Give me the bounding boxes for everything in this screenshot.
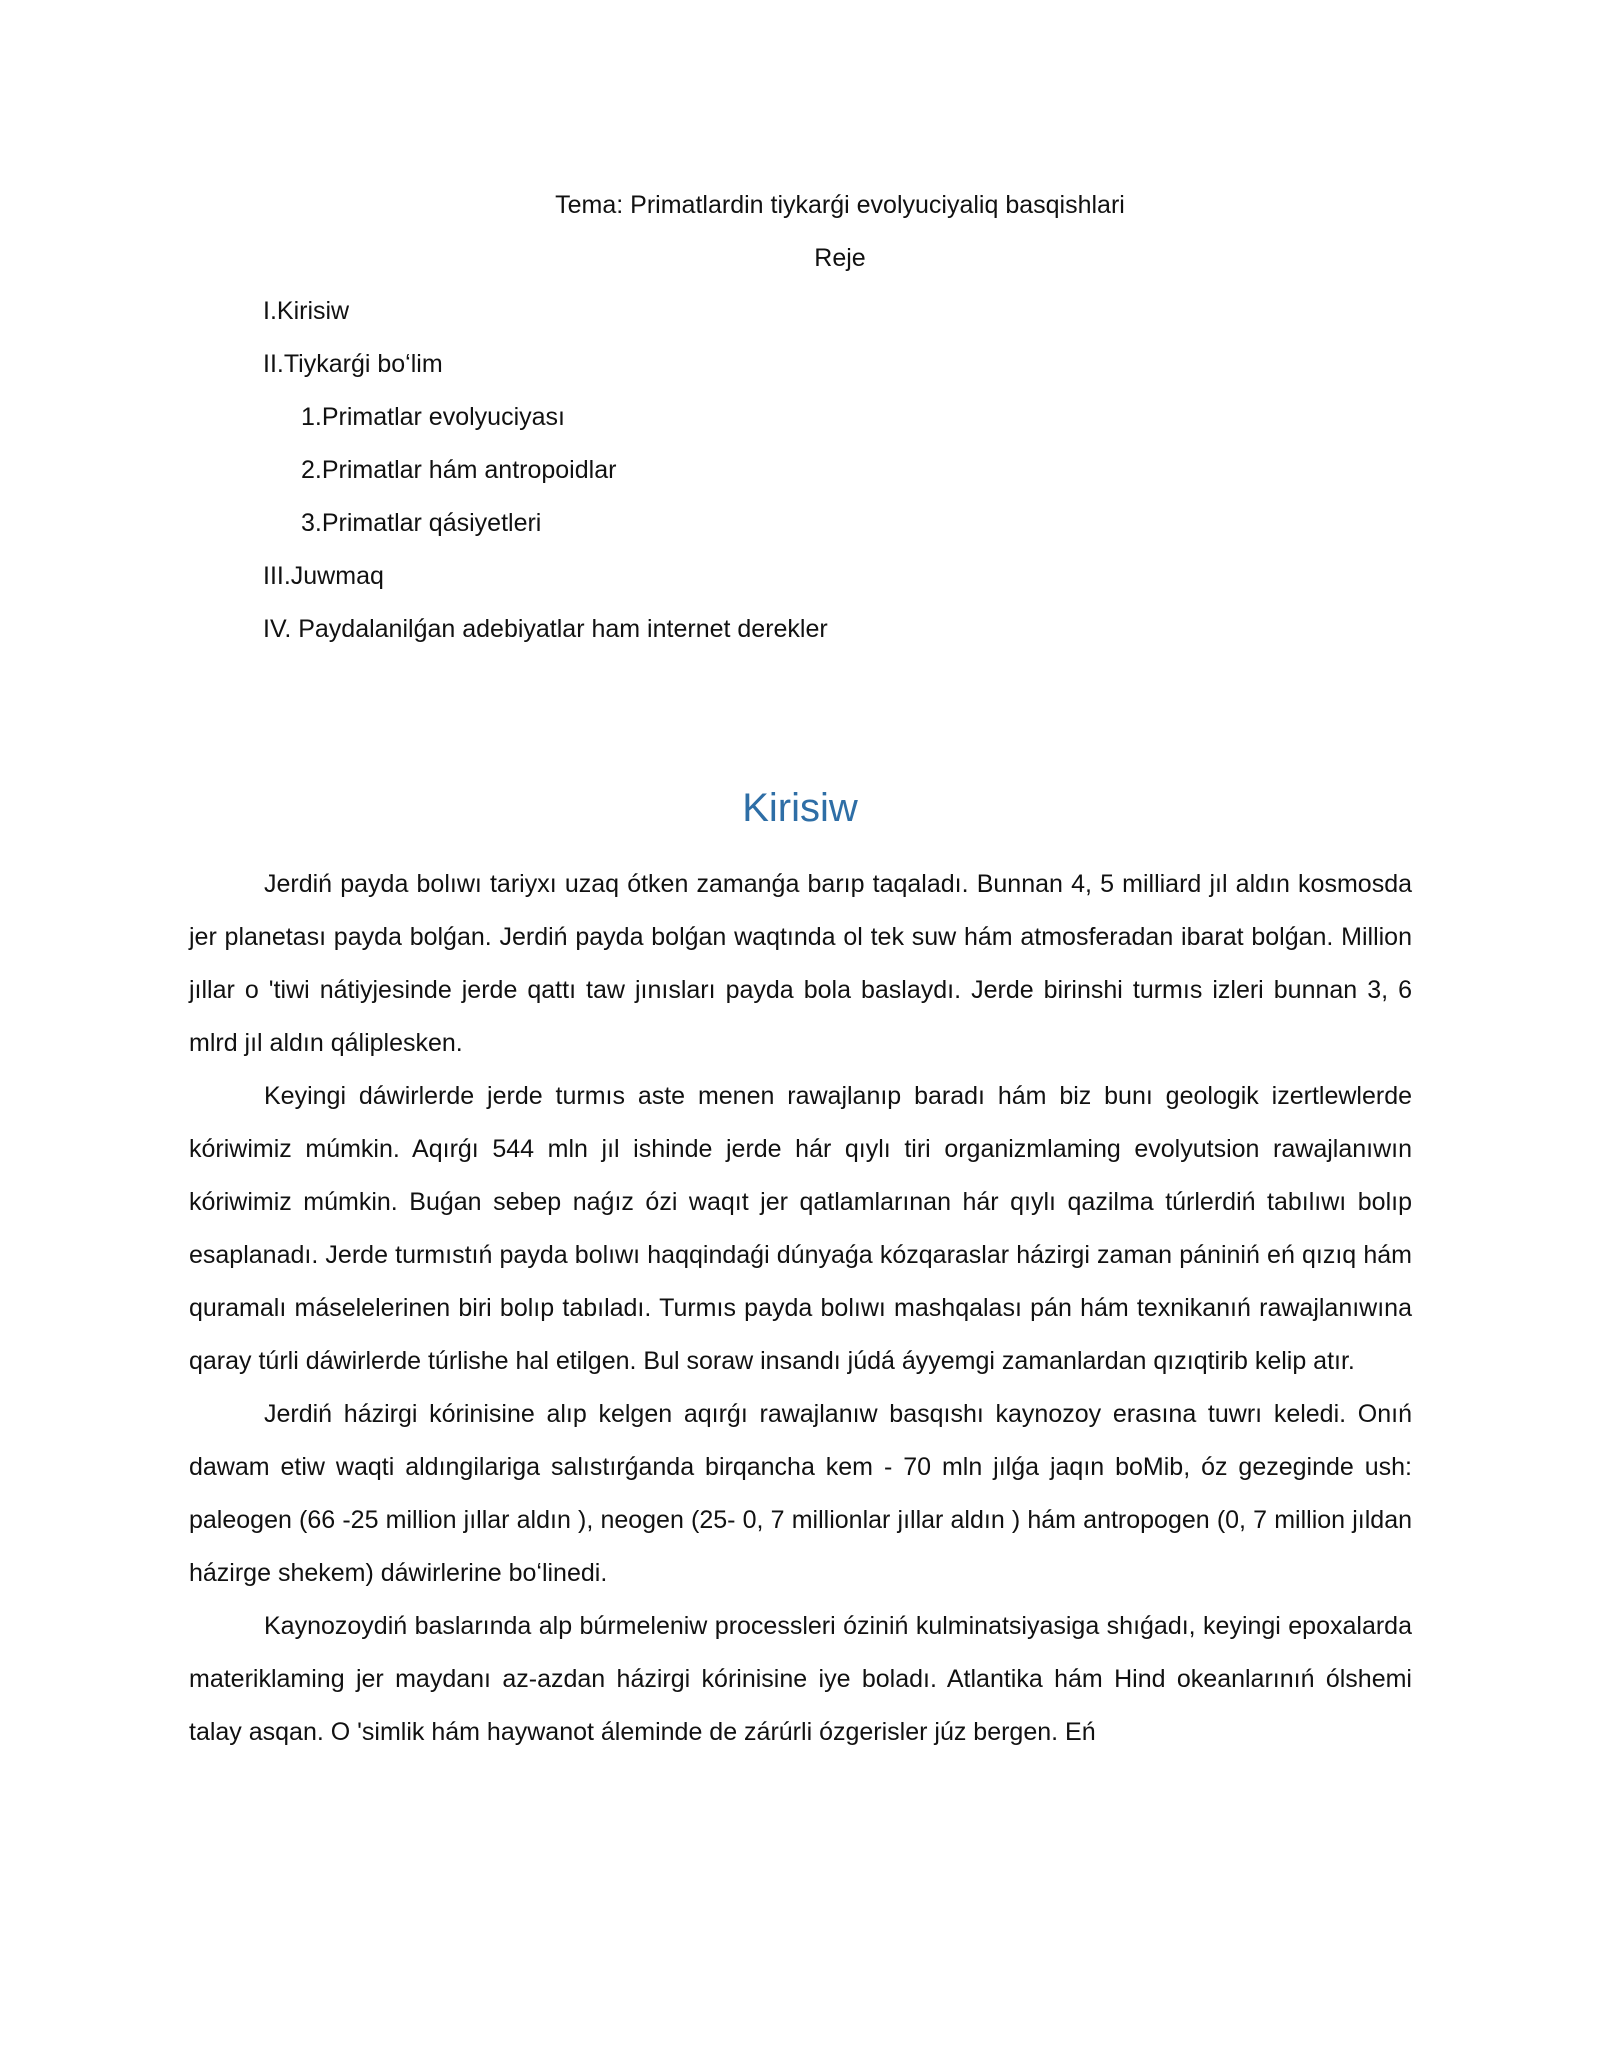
toc-subitem-3: 3.Primatlar qásiyetleri <box>301 509 542 537</box>
toc-item-main-part: II.Tiykarǵi boʻlim <box>263 350 443 378</box>
toc-item-conclusion: III.Juwmaq <box>263 562 384 590</box>
paragraph: Keyingi dáwirlerde jerde turmıs aste menen rawajlanıp baradı hám biz bunı geologik izertlewlerde kóriwimiz múmkin. Aqırǵı 544 mln jıl ishinde jerde hár qıylı tiri organizmlaming evolyutsion rawajlanıwın kóriwimiz múmkin. Buǵan sebep naǵız ózi waqıt jer qatlamlarınan hár qıylı qazilma túrlerdiń tabılıwı bolıp esaplanadı. Jerde turmıstıń payda bolıwı haqqindaǵi dúnyaǵa kózqaraslar házirgi zaman pániniń eń qızıq hám quramalı máselelerinen biri bolıp tabıladı. Turmıs payda bolıwı mashqalası pán hám texnikanıń rawajlanıwına qaray túrli dáwirlerde túrlishe hal etilgen. Bul soraw insandı júdá áyyemgi zamanlardan qızıqtirib kelip atır. <box>189 1082 1412 1375</box>
toc-item-references: IV. Paydalanilǵan adebiyatlar ham internet derekler <box>263 615 828 643</box>
paragraph: Kaynozoydiń baslarında alp búrmeleniw processleri óziniń kulminatsiyasiga shıǵadı, keyingi epoxalarda materiklaming jer maydanı az-azdan házirgi kórinisine iye boladı. Atlantika hám Hind okeanlarınıń ólshemi talay asqan. O 'simlik hám haywanot áleminde de zárúrli ózgerisler júz bergen. Eń <box>189 1612 1412 1746</box>
toc-subitem-2: 2.Primatlar hám antropoidlar <box>301 456 617 484</box>
paragraph: Jerdiń házirgi kórinisine alıp kelgen aqırǵı rawajlanıw basqıshı kaynozoy erasına tuwrı keledi. Onıń dawam etiw waqti aldıngilariga salıstırǵanda birqancha kem - 70 mln jılǵa jaqın boMib, óz gezeginde ush: paleogen (66 -25 million jıllar aldın ), neogen (25- 0, 7 millionlar jıllar aldın ) hám antropogen (0, 7 million jıldan házirge shekem) dáwirlerine boʻlinedi. <box>189 1400 1412 1587</box>
toc-item-introduction: I.Kirisiw <box>263 297 350 325</box>
section-heading: Kirisiw <box>742 786 858 830</box>
plan-label: Reje <box>814 244 866 272</box>
document-topic-title: Tema: Primatlardin tiykarǵi evolyuciyaliq basqishlari <box>555 191 1125 219</box>
toc-subitem-1: 1.Primatlar evolyuciyası <box>301 403 565 431</box>
body-text <box>189 858 1412 1759</box>
paragraph: Jerdiń payda bolıwı tariyxı uzaq ótken zamanǵa barıp taqaladı. Bunnan 4, 5 milliard jıl aldın kosmosda jer planetası payda bolǵan. Jerdiń payda bolǵan waqtında ol tek suw hám atmosferadan ibarat bolǵan. Million jıllar o 'tiwi nátiyjesinde jerde qattı taw jınısları payda bola baslaydı. Jerde birinshi turmıs izleri bunnan 3, 6 mlrd jıl aldın qáliplesken. <box>189 870 1412 1057</box>
table-of-contents <box>263 285 1363 656</box>
